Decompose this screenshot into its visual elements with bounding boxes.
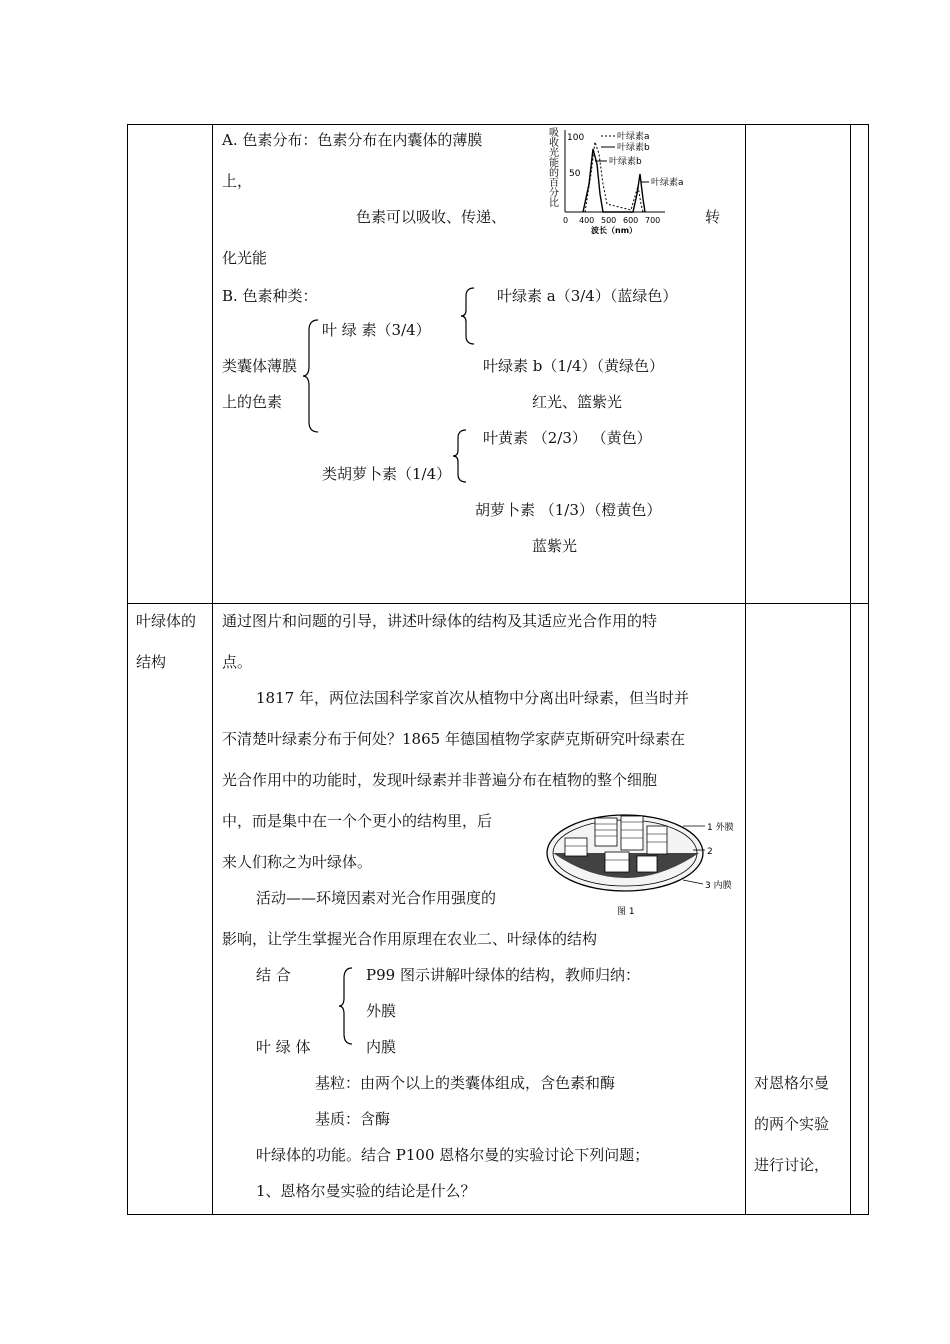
history-line-3: 光合作用中的功能时，发现叶绿素并非普遍分布在植物的整个细胞	[222, 771, 658, 789]
spectrum-xlabel: 波长（nm）	[591, 226, 638, 235]
stroma-item: 基质：含酶	[315, 1110, 391, 1128]
brace-carotenoid	[452, 428, 472, 484]
thylakoid-label-line2: 上的色素	[222, 393, 283, 411]
spectrum-ylabel-c6: 百	[549, 178, 559, 189]
pigment-function-text: 色素可以吸收、传递、	[356, 208, 507, 226]
granum-1	[565, 838, 587, 856]
chlorophyll-b-item: 叶绿素 b（1/4）（黄绿色）	[483, 357, 665, 375]
brace-chlorophyll	[460, 286, 480, 346]
chloroplast-figure	[543, 808, 743, 918]
figure-caption: 图 1	[617, 907, 635, 917]
legend-chl-a-peak: 叶绿素a	[651, 178, 684, 188]
xtick-0: 0	[563, 216, 569, 225]
xanthophyll-item: 叶黄素 （2/3） （黄色）	[483, 429, 652, 447]
pointer-inner	[683, 880, 703, 884]
chlorophyll-a-item: 叶绿素 a（3/4）（蓝绿色）	[497, 287, 678, 305]
spectrum-ylabel-c5: 的	[549, 168, 559, 179]
spectrum-ylabel-c3: 光	[549, 148, 559, 159]
right-note-line3: 进行讨论，	[754, 1156, 830, 1174]
legend-chl-a-dashed: 叶绿素a	[617, 132, 650, 142]
xtick-700: 700	[645, 216, 661, 225]
legend-chl-b-peak: 叶绿素b	[609, 157, 642, 167]
row-label-line1: 叶绿体的	[136, 612, 197, 630]
structure-note-1: P99 图示讲解叶绿体的结构，教师归纳：	[366, 966, 640, 984]
chloroplast-label: 叶 绿 体	[256, 1038, 311, 1056]
spectrum-ylabel-c1: 吸	[549, 128, 559, 139]
spectrum-ylabel-c2: 收	[549, 138, 559, 149]
table-col-line-4	[850, 124, 851, 1215]
table-row-divider	[127, 603, 869, 604]
thylakoid-label-line1: 类囊体薄膜	[222, 357, 298, 375]
table-col-line-1	[127, 124, 128, 1215]
history-line-1: 1817 年，两位法国科学家首次从植物中分离出叶绿素，但当时并	[256, 689, 689, 707]
combine-label: 结 合	[256, 966, 291, 984]
ytick-100: 100	[567, 133, 585, 143]
history-line-5: 来人们称之为叶绿体。	[222, 853, 373, 871]
intro-paragraph-2: 点。	[222, 653, 253, 671]
pigment-function-end: 转	[705, 208, 721, 226]
grana-item: 基粒：由两个以上的类囊体组成，含色素和酶	[315, 1074, 616, 1092]
pigment-function-cont: 化光能	[222, 249, 268, 267]
absorption-spectrum-chart	[545, 124, 705, 234]
label-inner-membrane: 3 内膜	[705, 881, 732, 891]
label-outer-membrane: 1 外膜	[707, 823, 734, 833]
row-label-line2: 结构	[136, 653, 167, 671]
ytick-50: 50	[569, 169, 581, 179]
xtick-500: 500	[601, 216, 617, 225]
pigment-types-title: B. 色素种类：	[222, 287, 318, 305]
right-note-line1: 对恩格尔曼	[754, 1074, 830, 1092]
spectrum-ylabel-c8: 比	[549, 198, 559, 209]
table-col-line-2	[212, 124, 213, 1215]
activity-line-2: 影响，让学生掌握光合作用原理在农业二、叶绿体的结构	[222, 930, 598, 948]
brace-structure	[338, 966, 358, 1046]
table-top-border	[127, 124, 869, 125]
table-bottom-border	[127, 1214, 869, 1215]
carotenoid-item: 类胡萝卜素（1/4）	[322, 465, 452, 483]
history-line-4: 中，而是集中在一个个更小的结构里，后	[222, 812, 493, 830]
spectrum-ylabel	[549, 127, 559, 209]
carotene-light-item: 蓝紫光	[532, 537, 578, 555]
pigment-distribution-cont: 上，	[222, 172, 253, 190]
brace-thylakoid	[302, 318, 322, 434]
label-2: 2	[707, 847, 713, 857]
carotene-item: 胡萝卜素 （1/3）（橙黄色）	[475, 501, 662, 519]
activity-line-1: 活动——环境因素对光合作用强度的	[256, 889, 497, 907]
inner-membrane-item: 内膜	[366, 1038, 397, 1056]
spectrum-ylabel-c4: 能	[549, 158, 559, 169]
granum-2	[595, 818, 617, 846]
granum-3	[621, 816, 643, 850]
chlorophyll-light-item: 红光、篮紫光	[532, 393, 623, 411]
chlorophyll-item: 叶 绿 素（3/4）	[322, 321, 431, 339]
function-question-intro: 叶绿体的功能。结合 P100 恩格尔曼的实验讨论下列问题；	[256, 1146, 650, 1164]
granum-4	[647, 826, 667, 854]
history-line-2: 不清楚叶绿素分布于何处？1865 年德国植物学家萨克斯研究叶绿素在	[222, 730, 685, 748]
question-1: 1、恩格尔曼实验的结论是什么？	[256, 1182, 476, 1200]
granum-5	[605, 852, 629, 872]
outer-membrane-item: 外膜	[366, 1002, 397, 1020]
xtick-600: 600	[623, 216, 639, 225]
spectrum-ylabel-c7: 分	[549, 188, 559, 199]
pigment-distribution-text: A. 色素分布：色素分布在内囊体的薄膜	[222, 131, 483, 149]
xtick-400: 400	[579, 216, 595, 225]
granum-6	[637, 856, 657, 872]
intro-paragraph-1: 通过图片和问题的引导，讲述叶绿体的结构及其适应光合作用的特	[222, 612, 658, 630]
legend-chl-b-solid: 叶绿素b	[617, 143, 650, 153]
table-col-line-3	[745, 124, 746, 1215]
table-col-line-5	[868, 124, 869, 1215]
right-note-line2: 的两个实验	[754, 1115, 830, 1133]
